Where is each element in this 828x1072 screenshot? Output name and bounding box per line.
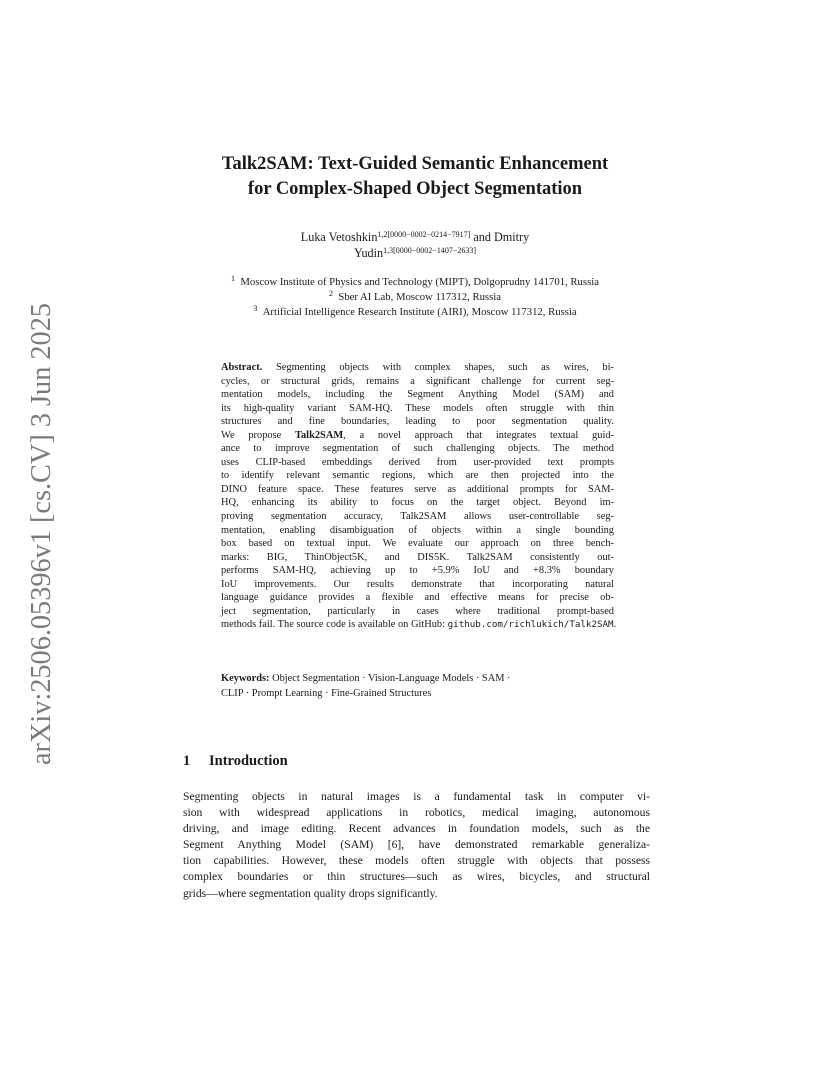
abstract-line: structures and fine boundaries, leading to poor segmentation quality. — [221, 416, 614, 428]
affiliation-2 — [150, 290, 680, 305]
author-line-1 — [150, 229, 680, 245]
abstract-line: cycles, or structural grids, remains a significant challenge for current seg- — [221, 375, 614, 387]
author-line-2 — [150, 245, 680, 261]
body-line: tion capabilities. However, these models often struggle with objects that possess — [183, 854, 650, 868]
affiliation-1-number: 1 — [231, 274, 236, 283]
body-line: Segmenting objects in natural images is a fundamental task in computer vi- — [183, 790, 650, 803]
affiliation-3-text: Artificial Intelligence Research Institute (AIRI), Moscow 117312, Russia — [262, 306, 577, 318]
author-2-name: Yudin — [354, 246, 384, 260]
abstract-line: mentation, enabling disambiguation of objects within a single bounding — [221, 524, 614, 536]
abstract-line: marks: BIG, ThinObject5K, and DIS5K. Talk2SAM consistently out- — [221, 551, 614, 563]
abstract-line: mentation models, including the Segment Anything Model (SAM) and — [221, 389, 614, 401]
abstract-propose-pre: We propose — [221, 429, 282, 441]
author-1-affiliation-orcid: 1,2[0000−0002−0214−7917] — [377, 230, 471, 239]
keywords — [221, 672, 614, 701]
abstract-line — [221, 618, 617, 632]
abstract-line: HQ, enhancing its ability to focus on the target object. Beyond im- — [221, 497, 614, 509]
author-1-name: Luka Vetoshkin — [300, 230, 378, 244]
keywords-label: Keywords: — [221, 673, 270, 684]
keywords-line-2: CLIP · Prompt Learning · Fine-Grained Structures — [221, 687, 432, 699]
body-line: driving, and image editing. Recent advances in foundation models, such as the — [183, 822, 650, 836]
introduction-paragraph — [183, 789, 650, 902]
abstract-line: IoU improvements. Our results demonstrate that incorporating natural — [221, 578, 614, 590]
abstract-last-post: . — [613, 619, 617, 631]
abstract — [221, 361, 617, 632]
abstract-line: uses CLIP-based embeddings derived from user-provided text prompts — [221, 456, 614, 468]
github-link[interactable]: github.com/richlukich/Talk2SAM — [447, 619, 614, 631]
affiliation-3-number: 3 — [253, 304, 258, 313]
paper-title — [150, 152, 680, 202]
arxiv-identifier: arXiv:2506.05396v1 [cs.CV] 3 Jun 2025 — [25, 300, 57, 765]
affiliation-list — [150, 275, 680, 320]
affiliation-2-number: 2 — [329, 289, 334, 298]
abstract-line: its high-quality variant SAM-HQ. These models often struggle with thin — [221, 402, 614, 414]
method-name: Talk2SAM — [295, 429, 344, 441]
affiliation-2-text: Sber AI Lab, Moscow 117312, Russia — [338, 291, 501, 303]
abstract-line: to identify relevant semantic regions, which are then projected into the — [221, 470, 614, 482]
author-conjunction: and Dmitry — [473, 230, 530, 244]
body-line: sion with widespread applications in robotics, medical imaging, autonomous — [183, 806, 650, 820]
abstract-line: ject segmentation, particularly in cases where traditional prompt-based — [221, 605, 614, 617]
abstract-line: ance to improve segmentation of such challenging objects. The method — [221, 443, 614, 455]
abstract-line — [221, 429, 614, 443]
section-number: 1 — [183, 753, 191, 769]
arxiv-stamp — [18, 300, 58, 770]
affiliation-1 — [150, 275, 680, 290]
abstract-propose-post: , a novel approach that integrates textual guid- — [343, 429, 614, 441]
arxiv-stamp-svg — [18, 300, 58, 770]
keywords-text-1: Object Segmentation · Vision-Language Models · SAM · — [272, 673, 511, 684]
title-line-2: for Complex-Shaped Object Segmentation — [247, 179, 583, 199]
title-line-1: Talk2SAM: Text-Guided Semantic Enhancement — [221, 154, 609, 174]
keywords-line-1 — [221, 672, 614, 687]
abstract-line: performs SAM-HQ, achieving up to +5.9% IoU and +8.3% boundary — [221, 565, 614, 577]
abstract-line: DINO feature space. These features serve as additional prompts for SAM- — [221, 483, 614, 495]
body-line: complex boundaries or thin structures—such as wires, bicycles, and structural — [183, 870, 650, 884]
section-title: Introduction — [209, 753, 288, 769]
section-heading — [183, 753, 288, 770]
abstract-label: Abstract. — [221, 362, 263, 373]
abstract-line — [221, 361, 614, 375]
affiliation-1-text: Moscow Institute of Physics and Technology (MIPT), Dolgoprudny 141701, Russia — [240, 276, 599, 288]
author-2-affiliation-orcid: 1,3[0000−0002−1407−2633] — [383, 246, 476, 255]
abstract-line: language guidance provides a flexible and effective means for precise ob- — [221, 592, 614, 604]
abstract-line: proving segmentation accuracy, Talk2SAM allows user-controllable seg- — [221, 511, 614, 523]
abstract-last-pre: methods fail. The source code is available on GitHub: — [221, 619, 448, 631]
abstract-line-text: Segmenting objects with complex shapes, such as wires, bi- — [276, 362, 614, 373]
body-line: Segment Anything Model (SAM) [6], have demonstrated remarkable generaliza- — [183, 838, 650, 852]
abstract-line: box based on textual input. We evaluate our approach on three bench- — [221, 538, 614, 550]
affiliation-3 — [150, 305, 680, 320]
author-block — [150, 229, 680, 261]
body-line: grids—where segmentation quality drops significantly. — [183, 886, 438, 900]
